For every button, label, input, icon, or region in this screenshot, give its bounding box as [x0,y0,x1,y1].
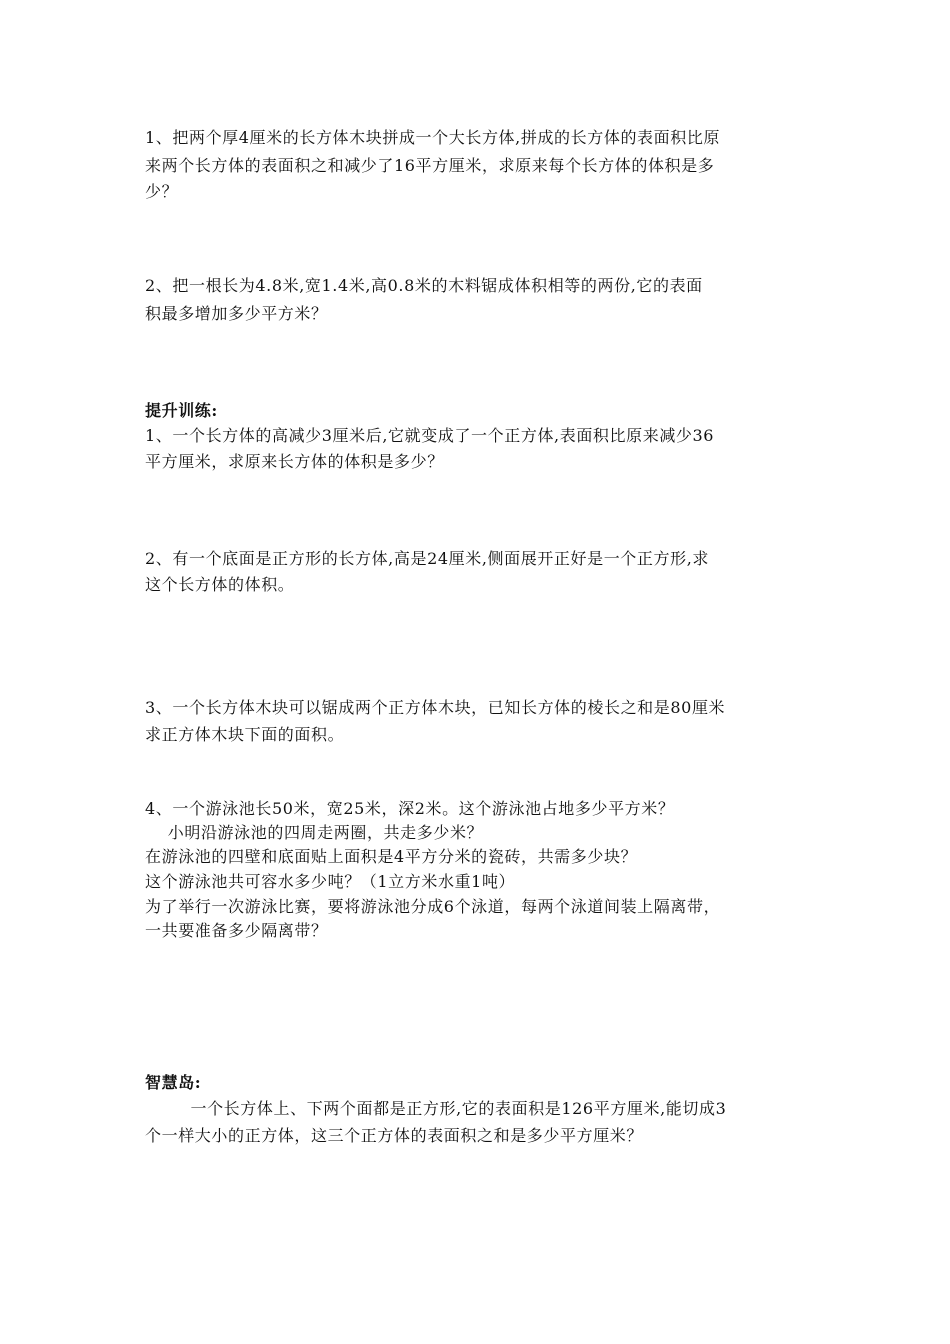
improve-question-1-line-1: 1、一个长方体的高减少3厘米后,它就变成了一个正方体,表面积比原来减少36 [145,426,715,445]
improve-question-3-line-1: 3、一个长方体木块可以锯成两个正方体木块，已知长方体的棱长之和是80厘米 [145,698,726,717]
improve-question-2-line-2: 这个长方体的体积。 [145,575,295,594]
improve-question-4-line-3: 在游泳池的四壁和底面贴上面积是4平方分米的瓷砖，共需多少块？ [145,847,638,866]
improve-question-2-line-1: 2、有一个底面是正方形的长方体,高是24厘米,侧面展开正好是一个正方形,求 [145,549,709,568]
improve-question-4-line-2: 小明沿游泳池的四周走两圈，共走多少米？ [145,823,484,842]
question-1-line-2: 来两个长方体的表面积之和减少了16平方厘米，求原来每个长方体的体积是多 [145,156,715,175]
question-2-line-2: 积最多增加多少平方米？ [145,304,328,323]
improve-question-4-line-6: 一共要准备多少隔离带？ [145,921,328,940]
improve-question-1-line-2: 平方厘米，求原来长方体的体积是多少？ [145,452,444,471]
improve-question-4-line-4: 这个游泳池共可容水多少吨？（1立方米水重1吨） [145,872,516,891]
question-1-line-3: 少？ [145,182,179,201]
improve-question-4-line-5: 为了举行一次游泳比赛，要将游泳池分成6个泳道，每两个泳道间装上隔离带， [145,897,721,916]
improve-question-4-line-1: 4、一个游泳池长50米，宽25米，深2米。这个游泳池占地多少平方米？ [145,799,675,818]
wisdom-question-line-1: 一个长方体上、下两个面都是正方形,它的表面积是126平方厘米,能切成3 [145,1099,727,1118]
improve-question-3-line-2: 求正方体木块下面的面积。 [145,725,345,744]
section-heading-improve: 提升训练: [145,401,218,420]
section-heading-wisdom: 智慧岛: [145,1073,202,1092]
wisdom-question-line-2: 个一样大小的正方体，这三个正方体的表面积之和是多少平方厘米？ [145,1126,644,1145]
question-1-line-1: 1、把两个厚4厘米的长方体木块拼成一个大长方体,拼成的长方体的表面积比原 [145,128,721,147]
question-2-line-1: 2、把一根长为4.8米,宽1.4米,高0.8米的木料锯成体积相等的两份,它的表面 [145,276,703,295]
